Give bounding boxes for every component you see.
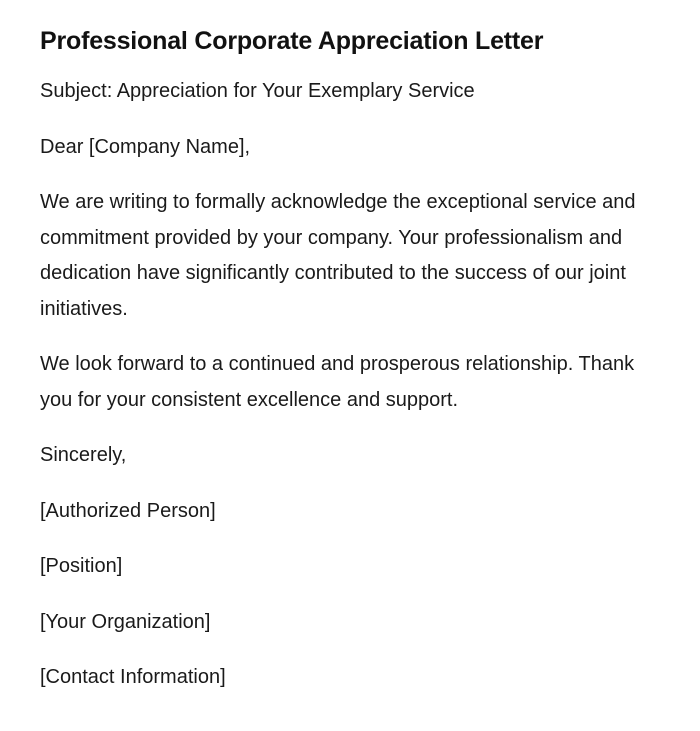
letter-greeting: Dear [Company Name], [40, 135, 251, 158]
signature-name: [Authorized Person] [40, 499, 216, 522]
letter-title: Professional Corporate Appreciation Letter [40, 27, 544, 55]
letter-subject: Subject: Appreciation for Your Exemplary Service [40, 80, 475, 102]
letter-paragraph-2: We look forward to a continued and prosperous relationship. Thank you for your consistent excellence and support. [40, 353, 635, 411]
letter-closing: Sincerely, [40, 444, 127, 466]
signature-organization: [Your Organization] [40, 610, 211, 633]
letter-paragraph-1: We are writing to formally acknowledge the exceptional service and commitment provided by your company. Your professionalism and dedication have significantly contributed to the success of our joint initiatives. [40, 191, 636, 320]
signature-position: [Position] [40, 555, 123, 577]
signature-contact: [Contact Information] [40, 666, 226, 688]
